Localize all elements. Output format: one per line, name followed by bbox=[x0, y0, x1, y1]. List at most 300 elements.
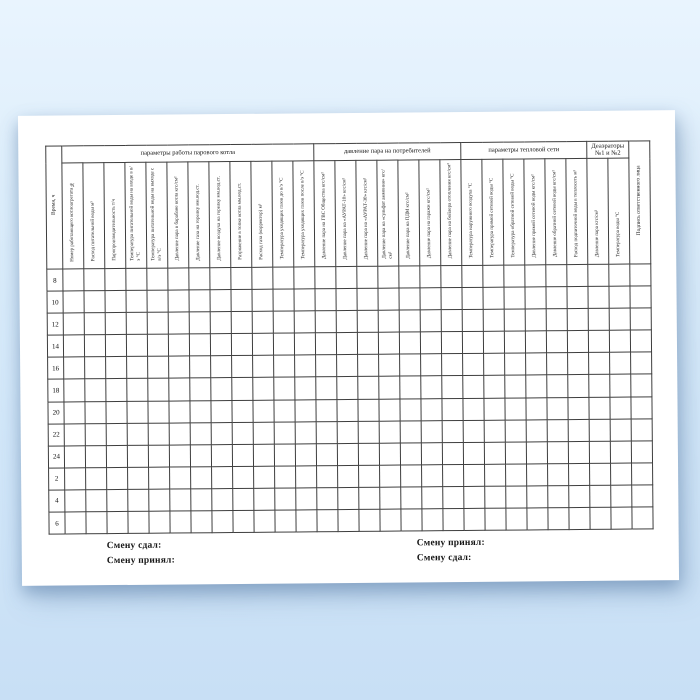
data-cell bbox=[588, 264, 609, 286]
data-cell bbox=[590, 507, 611, 529]
data-cell bbox=[105, 313, 126, 335]
data-cell bbox=[336, 333, 357, 355]
data-cell bbox=[379, 354, 400, 376]
column-header bbox=[566, 158, 588, 264]
data-cell bbox=[422, 465, 443, 487]
data-cell bbox=[148, 356, 169, 378]
data-cell bbox=[630, 308, 651, 330]
data-cell bbox=[231, 312, 252, 334]
data-cell bbox=[420, 332, 441, 354]
data-cell bbox=[525, 265, 546, 287]
data-cell bbox=[506, 464, 527, 486]
data-cell bbox=[64, 401, 85, 423]
data-cell bbox=[128, 467, 149, 489]
data-cell bbox=[294, 267, 315, 289]
data-cell bbox=[631, 374, 652, 396]
data-cell bbox=[485, 486, 506, 508]
column-header bbox=[587, 158, 609, 264]
data-cell bbox=[85, 423, 106, 445]
data-cell bbox=[148, 445, 169, 467]
data-cell bbox=[168, 334, 189, 356]
data-cell bbox=[357, 333, 378, 355]
data-cell bbox=[169, 356, 190, 378]
hour-row-label: 6 bbox=[49, 512, 65, 534]
data-cell bbox=[441, 310, 462, 332]
data-cell bbox=[548, 508, 569, 530]
data-cell bbox=[505, 353, 526, 375]
data-cell bbox=[107, 511, 128, 533]
data-cell bbox=[86, 490, 107, 512]
data-cell bbox=[463, 354, 484, 376]
hour-row-label: 18 bbox=[48, 379, 64, 401]
data-cell bbox=[463, 420, 484, 442]
data-cell bbox=[191, 467, 212, 489]
data-cell bbox=[483, 331, 504, 353]
data-cell bbox=[212, 511, 233, 533]
data-cell bbox=[190, 444, 211, 466]
data-cell bbox=[547, 419, 568, 441]
data-cell bbox=[273, 267, 294, 289]
data-cell bbox=[358, 355, 379, 377]
data-cell bbox=[569, 507, 590, 529]
data-cell bbox=[274, 377, 295, 399]
data-cell bbox=[527, 508, 548, 530]
column-header bbox=[209, 162, 231, 268]
data-cell bbox=[147, 268, 168, 290]
data-cell bbox=[210, 334, 231, 356]
data-cell bbox=[212, 488, 233, 510]
data-cell bbox=[567, 287, 588, 309]
data-cell bbox=[420, 288, 441, 310]
column-header-label: Паропроизводительность т/ч bbox=[111, 199, 117, 262]
data-cell bbox=[295, 377, 316, 399]
data-cell bbox=[211, 356, 232, 378]
column-header bbox=[398, 160, 420, 266]
data-cell bbox=[84, 291, 105, 313]
data-cell bbox=[295, 421, 316, 443]
data-cell bbox=[106, 423, 127, 445]
data-cell bbox=[400, 354, 421, 376]
data-cell bbox=[85, 379, 106, 401]
data-cell bbox=[127, 423, 148, 445]
data-cell bbox=[505, 442, 526, 464]
data-cell bbox=[253, 356, 274, 378]
hour-row-label: 16 bbox=[48, 357, 64, 379]
data-cell bbox=[63, 335, 84, 357]
column-header-label: Расход газа (корректор) м³ bbox=[258, 203, 264, 260]
data-cell bbox=[464, 464, 485, 486]
data-cell bbox=[275, 466, 296, 488]
column-header bbox=[524, 159, 546, 265]
data-cell bbox=[107, 467, 128, 489]
column-header bbox=[83, 163, 105, 269]
data-cell bbox=[358, 421, 379, 443]
data-cell bbox=[442, 376, 463, 398]
data-cell bbox=[443, 486, 464, 508]
data-cell bbox=[170, 467, 191, 489]
column-header bbox=[314, 161, 336, 267]
data-cell bbox=[630, 286, 651, 308]
data-cell bbox=[190, 356, 211, 378]
data-cell bbox=[189, 290, 210, 312]
data-cell bbox=[253, 444, 274, 466]
data-cell bbox=[526, 419, 547, 441]
data-cell bbox=[296, 488, 317, 510]
data-cell bbox=[610, 397, 631, 419]
data-cell bbox=[546, 309, 567, 331]
data-cell bbox=[610, 375, 631, 397]
data-cell bbox=[315, 267, 336, 289]
data-cell bbox=[483, 309, 504, 331]
data-cell bbox=[337, 399, 358, 421]
column-header-label: Давление пара на гаражи кгс/см² bbox=[426, 188, 432, 259]
data-cell bbox=[252, 333, 273, 355]
data-cell bbox=[189, 268, 210, 290]
data-cell bbox=[400, 398, 421, 420]
data-cell bbox=[358, 399, 379, 421]
data-cell bbox=[401, 487, 422, 509]
data-cell bbox=[190, 378, 211, 400]
column-header-label: Давление воздуха на горелку мм.вод.ст. bbox=[216, 175, 222, 261]
data-cell bbox=[610, 441, 631, 463]
data-cell bbox=[86, 467, 107, 489]
group-header-4: Деаэраторы №1 и №2 bbox=[587, 141, 629, 158]
data-cell bbox=[525, 287, 546, 309]
data-cell bbox=[168, 268, 189, 290]
data-cell bbox=[127, 379, 148, 401]
column-header bbox=[230, 161, 252, 267]
time-column-header-label: Время, ч bbox=[50, 194, 57, 216]
data-cell bbox=[380, 465, 401, 487]
data-cell bbox=[64, 357, 85, 379]
data-cell bbox=[294, 311, 315, 333]
data-cell bbox=[568, 397, 589, 419]
data-cell bbox=[380, 509, 401, 531]
shift-accepted-label: Смену принял: bbox=[416, 537, 485, 549]
data-cell bbox=[609, 308, 630, 330]
data-cell bbox=[442, 354, 463, 376]
data-cell bbox=[252, 267, 273, 289]
data-cell bbox=[421, 420, 442, 442]
data-cell bbox=[485, 464, 506, 486]
data-cell bbox=[504, 287, 525, 309]
data-cell bbox=[442, 442, 463, 464]
data-cell bbox=[548, 463, 569, 485]
data-cell bbox=[211, 378, 232, 400]
data-cell bbox=[274, 422, 295, 444]
table-header bbox=[46, 141, 651, 269]
column-header bbox=[461, 159, 483, 265]
data-cell bbox=[526, 375, 547, 397]
data-cell bbox=[378, 332, 399, 354]
column-header bbox=[608, 158, 630, 264]
column-header-label: Давление пара кгс/см² bbox=[594, 209, 600, 257]
data-cell bbox=[422, 509, 443, 531]
data-cell bbox=[84, 269, 105, 291]
column-header-label: Температура уходящих газов после в/э °С bbox=[300, 170, 306, 260]
data-cell bbox=[337, 355, 358, 377]
data-cell bbox=[147, 312, 168, 334]
data-cell bbox=[106, 357, 127, 379]
column-header-label: Давление пара в барабане котла кгс/см² bbox=[174, 176, 180, 261]
data-cell bbox=[589, 353, 610, 375]
data-cell bbox=[128, 489, 149, 511]
data-cell bbox=[65, 468, 86, 490]
column-header bbox=[293, 161, 315, 267]
data-cell bbox=[254, 488, 275, 510]
data-cell bbox=[569, 485, 590, 507]
column-header bbox=[377, 160, 399, 266]
data-cell bbox=[421, 354, 442, 376]
data-cell bbox=[253, 422, 274, 444]
data-cell bbox=[190, 400, 211, 422]
data-cell bbox=[442, 398, 463, 420]
column-header-label: Температура воды °С bbox=[615, 211, 621, 257]
data-cell bbox=[632, 507, 653, 529]
data-cell bbox=[210, 290, 231, 312]
data-cell bbox=[128, 511, 149, 533]
data-cell bbox=[338, 487, 359, 509]
data-cell bbox=[485, 508, 506, 530]
data-cell bbox=[127, 357, 148, 379]
data-cell bbox=[630, 264, 651, 286]
data-cell bbox=[316, 421, 337, 443]
data-cell bbox=[630, 330, 651, 352]
data-cell bbox=[64, 446, 85, 468]
shift-signoff-right bbox=[417, 536, 485, 566]
data-cell bbox=[273, 333, 294, 355]
hour-row-label: 12 bbox=[47, 313, 63, 335]
data-cell bbox=[337, 443, 358, 465]
data-cell bbox=[232, 356, 253, 378]
data-cell bbox=[547, 441, 568, 463]
data-cell bbox=[191, 489, 212, 511]
data-cell bbox=[190, 422, 211, 444]
table-body bbox=[47, 264, 653, 534]
column-header bbox=[503, 159, 525, 265]
data-cell bbox=[338, 509, 359, 531]
data-cell bbox=[105, 268, 126, 290]
data-cell bbox=[336, 289, 357, 311]
data-cell bbox=[527, 486, 548, 508]
data-cell bbox=[484, 376, 505, 398]
data-cell bbox=[170, 489, 191, 511]
data-cell bbox=[401, 509, 422, 531]
data-cell bbox=[105, 291, 126, 313]
data-cell bbox=[127, 445, 148, 467]
column-header bbox=[146, 162, 168, 268]
data-cell bbox=[295, 355, 316, 377]
column-header-label: Давление пара на «АУРАТ-10» кгс/см² bbox=[342, 177, 348, 260]
data-cell bbox=[85, 401, 106, 423]
column-header-label: Давление пара на «сульфат аммония» кгс/см² bbox=[380, 169, 394, 259]
data-cell bbox=[253, 400, 274, 422]
hour-row-label: 14 bbox=[47, 335, 63, 357]
data-cell bbox=[338, 465, 359, 487]
data-cell bbox=[127, 401, 148, 423]
column-header bbox=[440, 160, 462, 266]
data-cell bbox=[400, 443, 421, 465]
shift-signoff-left bbox=[107, 539, 175, 569]
column-header bbox=[272, 161, 294, 267]
data-cell bbox=[567, 264, 588, 286]
data-cell bbox=[149, 467, 170, 489]
data-cell bbox=[462, 287, 483, 309]
column-header bbox=[356, 160, 378, 266]
data-cell bbox=[232, 400, 253, 422]
data-cell bbox=[275, 488, 296, 510]
data-cell bbox=[611, 485, 632, 507]
data-cell bbox=[484, 420, 505, 442]
column-header bbox=[335, 160, 357, 266]
data-cell bbox=[357, 266, 378, 288]
column-header-label: Температура уходящих газов до в/э °С bbox=[279, 177, 285, 260]
data-cell bbox=[631, 441, 652, 463]
data-cell bbox=[273, 289, 294, 311]
data-cell bbox=[85, 357, 106, 379]
data-cell bbox=[169, 423, 190, 445]
data-cell bbox=[399, 266, 420, 288]
data-cell bbox=[169, 445, 190, 467]
signature-column-header-label: Подпись ответственного лица bbox=[635, 164, 643, 235]
data-cell bbox=[315, 311, 336, 333]
data-cell bbox=[378, 310, 399, 332]
data-cell bbox=[316, 399, 337, 421]
data-cell bbox=[316, 355, 337, 377]
data-cell bbox=[254, 466, 275, 488]
data-cell bbox=[106, 445, 127, 467]
data-cell bbox=[483, 287, 504, 309]
data-cell bbox=[274, 400, 295, 422]
column-header bbox=[251, 161, 273, 267]
column-header-label: Давление пара на «АУРАТ-30» кгс/см² bbox=[363, 177, 369, 259]
data-cell bbox=[64, 423, 85, 445]
data-cell bbox=[462, 310, 483, 332]
data-cell bbox=[359, 465, 380, 487]
data-cell bbox=[253, 378, 274, 400]
data-cell bbox=[357, 310, 378, 332]
data-cell bbox=[63, 291, 84, 313]
column-header bbox=[167, 162, 189, 268]
column-header-label: Расход питательной воды м³ bbox=[90, 201, 96, 262]
data-cell bbox=[168, 290, 189, 312]
data-cell bbox=[379, 399, 400, 421]
hour-row-label: 10 bbox=[47, 291, 63, 313]
data-cell bbox=[232, 378, 253, 400]
data-cell bbox=[148, 423, 169, 445]
data-cell bbox=[441, 266, 462, 288]
table-row bbox=[49, 507, 653, 534]
data-cell bbox=[296, 510, 317, 532]
data-cell bbox=[546, 265, 567, 287]
column-header-label: Расход подпиточной воды в теплосеть м³ bbox=[573, 169, 579, 258]
data-cell bbox=[463, 376, 484, 398]
data-cell bbox=[211, 400, 232, 422]
data-cell bbox=[547, 353, 568, 375]
data-cell bbox=[441, 332, 462, 354]
data-cell bbox=[505, 398, 526, 420]
data-cell bbox=[231, 334, 252, 356]
data-cell bbox=[568, 353, 589, 375]
data-cell bbox=[63, 313, 84, 335]
data-cell bbox=[399, 332, 420, 354]
column-header bbox=[419, 160, 441, 266]
data-cell bbox=[547, 375, 568, 397]
shift-handed-over-label: Смену сдал: bbox=[106, 540, 162, 552]
data-cell bbox=[232, 444, 253, 466]
data-cell bbox=[504, 331, 525, 353]
data-cell bbox=[483, 265, 504, 287]
data-cell bbox=[420, 310, 441, 332]
data-cell bbox=[420, 266, 441, 288]
data-cell bbox=[294, 289, 315, 311]
column-header bbox=[104, 162, 126, 268]
data-cell bbox=[609, 330, 630, 352]
data-cell bbox=[589, 397, 610, 419]
data-cell bbox=[359, 487, 380, 509]
data-cell bbox=[210, 268, 231, 290]
data-cell bbox=[317, 465, 338, 487]
data-cell bbox=[295, 444, 316, 466]
data-cell bbox=[569, 463, 590, 485]
data-cell bbox=[126, 312, 147, 334]
data-cell bbox=[358, 443, 379, 465]
data-cell bbox=[64, 379, 85, 401]
data-cell bbox=[231, 289, 252, 311]
data-cell bbox=[296, 466, 317, 488]
data-cell bbox=[63, 269, 84, 291]
data-cell bbox=[610, 419, 631, 441]
column-header bbox=[188, 162, 210, 268]
data-cell bbox=[84, 335, 105, 357]
data-cell bbox=[212, 466, 233, 488]
column-header-label: Номер работающего котлоагрегата № bbox=[69, 181, 75, 262]
data-cell bbox=[504, 265, 525, 287]
column-header bbox=[125, 162, 147, 268]
column-header-label: Температура питательной воды на входе в в/э °С bbox=[128, 166, 142, 261]
data-cell bbox=[526, 442, 547, 464]
data-cell bbox=[546, 331, 567, 353]
data-cell bbox=[126, 268, 147, 290]
data-cell bbox=[589, 441, 610, 463]
shift-handed-over-label: Смену сдал: bbox=[416, 552, 472, 563]
data-cell bbox=[484, 398, 505, 420]
data-cell bbox=[463, 442, 484, 464]
time-column-header bbox=[46, 146, 63, 269]
data-cell bbox=[294, 333, 315, 355]
data-cell bbox=[85, 445, 106, 467]
data-cell bbox=[315, 289, 336, 311]
data-cell bbox=[170, 511, 191, 533]
data-cell bbox=[252, 311, 273, 333]
data-cell bbox=[525, 331, 546, 353]
data-cell bbox=[506, 486, 527, 508]
data-cell bbox=[336, 266, 357, 288]
data-cell bbox=[442, 420, 463, 442]
data-cell bbox=[546, 287, 567, 309]
hour-row-label: 24 bbox=[48, 446, 64, 468]
data-cell bbox=[254, 510, 275, 532]
data-cell bbox=[505, 420, 526, 442]
boiler-log-table bbox=[45, 140, 653, 534]
data-cell bbox=[315, 333, 336, 355]
data-cell bbox=[568, 419, 589, 441]
hour-row-label: 2 bbox=[49, 468, 65, 490]
data-cell bbox=[273, 311, 294, 333]
data-cell bbox=[632, 485, 653, 507]
data-cell bbox=[211, 422, 232, 444]
data-cell bbox=[567, 309, 588, 331]
